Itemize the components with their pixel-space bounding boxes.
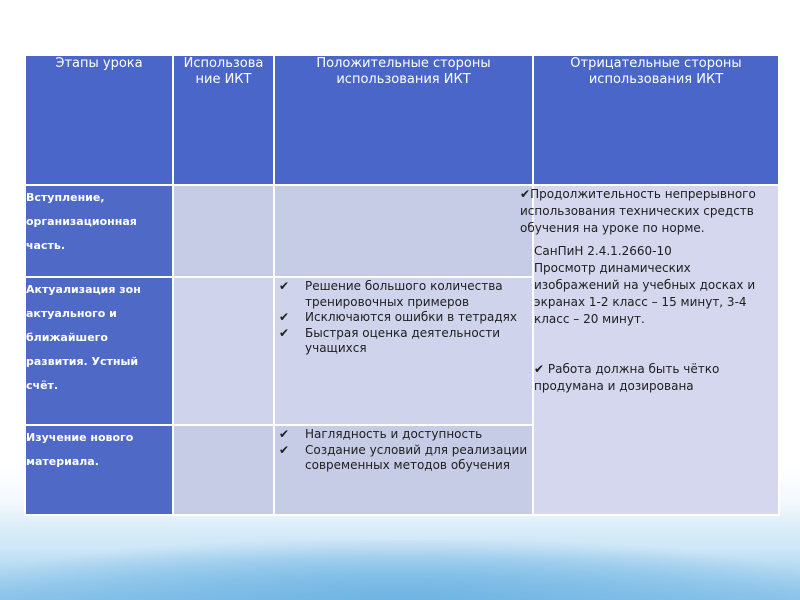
positives-list bbox=[275, 426, 532, 474]
usage-cell bbox=[173, 277, 274, 425]
list-item: ✔ Создание условий для реализации современных методов обучения bbox=[279, 442, 528, 472]
list-item: ✔ Быстрая оценка деятельности учащихся bbox=[279, 325, 501, 355]
list-item: ✔ Решение большого количества тренировочных примеров bbox=[279, 279, 503, 309]
usage-cell bbox=[173, 185, 274, 277]
usage-cell bbox=[173, 425, 274, 515]
check-icon: ✔ bbox=[520, 187, 531, 201]
slide-background-wave bbox=[0, 505, 800, 600]
header-positive-sides: Положительные стороны использования ИКТ bbox=[274, 55, 533, 185]
stage-new-material: Изучение нового материала. bbox=[25, 425, 173, 515]
check-icon: ✔ bbox=[279, 310, 290, 324]
check-icon: ✔ bbox=[279, 325, 290, 340]
check-icon: ✔ bbox=[279, 279, 290, 293]
table-header-row bbox=[25, 55, 779, 185]
check-icon: ✔ bbox=[279, 442, 290, 457]
positives-list bbox=[275, 278, 532, 357]
negatives-cell bbox=[520, 185, 779, 515]
stage-actualization: Актуализация зон актуального и ближайшего развития. Устный счёт. bbox=[25, 277, 173, 425]
list-item: ✔ Исключаются ошибки в тетрадях bbox=[279, 310, 517, 324]
table-row bbox=[25, 185, 779, 277]
header-ict-usage: Использова ние ИКТ bbox=[173, 55, 274, 185]
sanpin-screen-time: Просмотр динамических изображений на учебных досках и экранах 1-2 класс – 15 минут, 3-4 класс – 20 минут. bbox=[534, 261, 756, 326]
header-negative-sides: Отрицательные стороны использования ИКТ bbox=[533, 55, 779, 185]
negative-item-planning: ✔ Работа должна быть чётко продумана и дозирована bbox=[534, 362, 720, 393]
negative-item-duration: ✔Продолжительность непрерывного использования технических средств обучения на уроке по норме. bbox=[520, 187, 756, 235]
list-item: ✔ Наглядность и доступность bbox=[279, 427, 483, 441]
lesson-ict-table bbox=[24, 54, 780, 516]
header-lesson-stages: Этапы урока bbox=[25, 55, 173, 185]
positives-cell bbox=[274, 425, 533, 515]
check-icon: ✔ bbox=[534, 362, 545, 376]
check-icon: ✔ bbox=[279, 427, 290, 441]
stage-intro: Вступление, организационная часть. bbox=[25, 185, 173, 277]
positives-cell bbox=[274, 277, 533, 425]
positives-cell bbox=[274, 185, 533, 277]
sanpin-reference: СанПиН 2.4.1.2660-10 bbox=[534, 244, 672, 258]
